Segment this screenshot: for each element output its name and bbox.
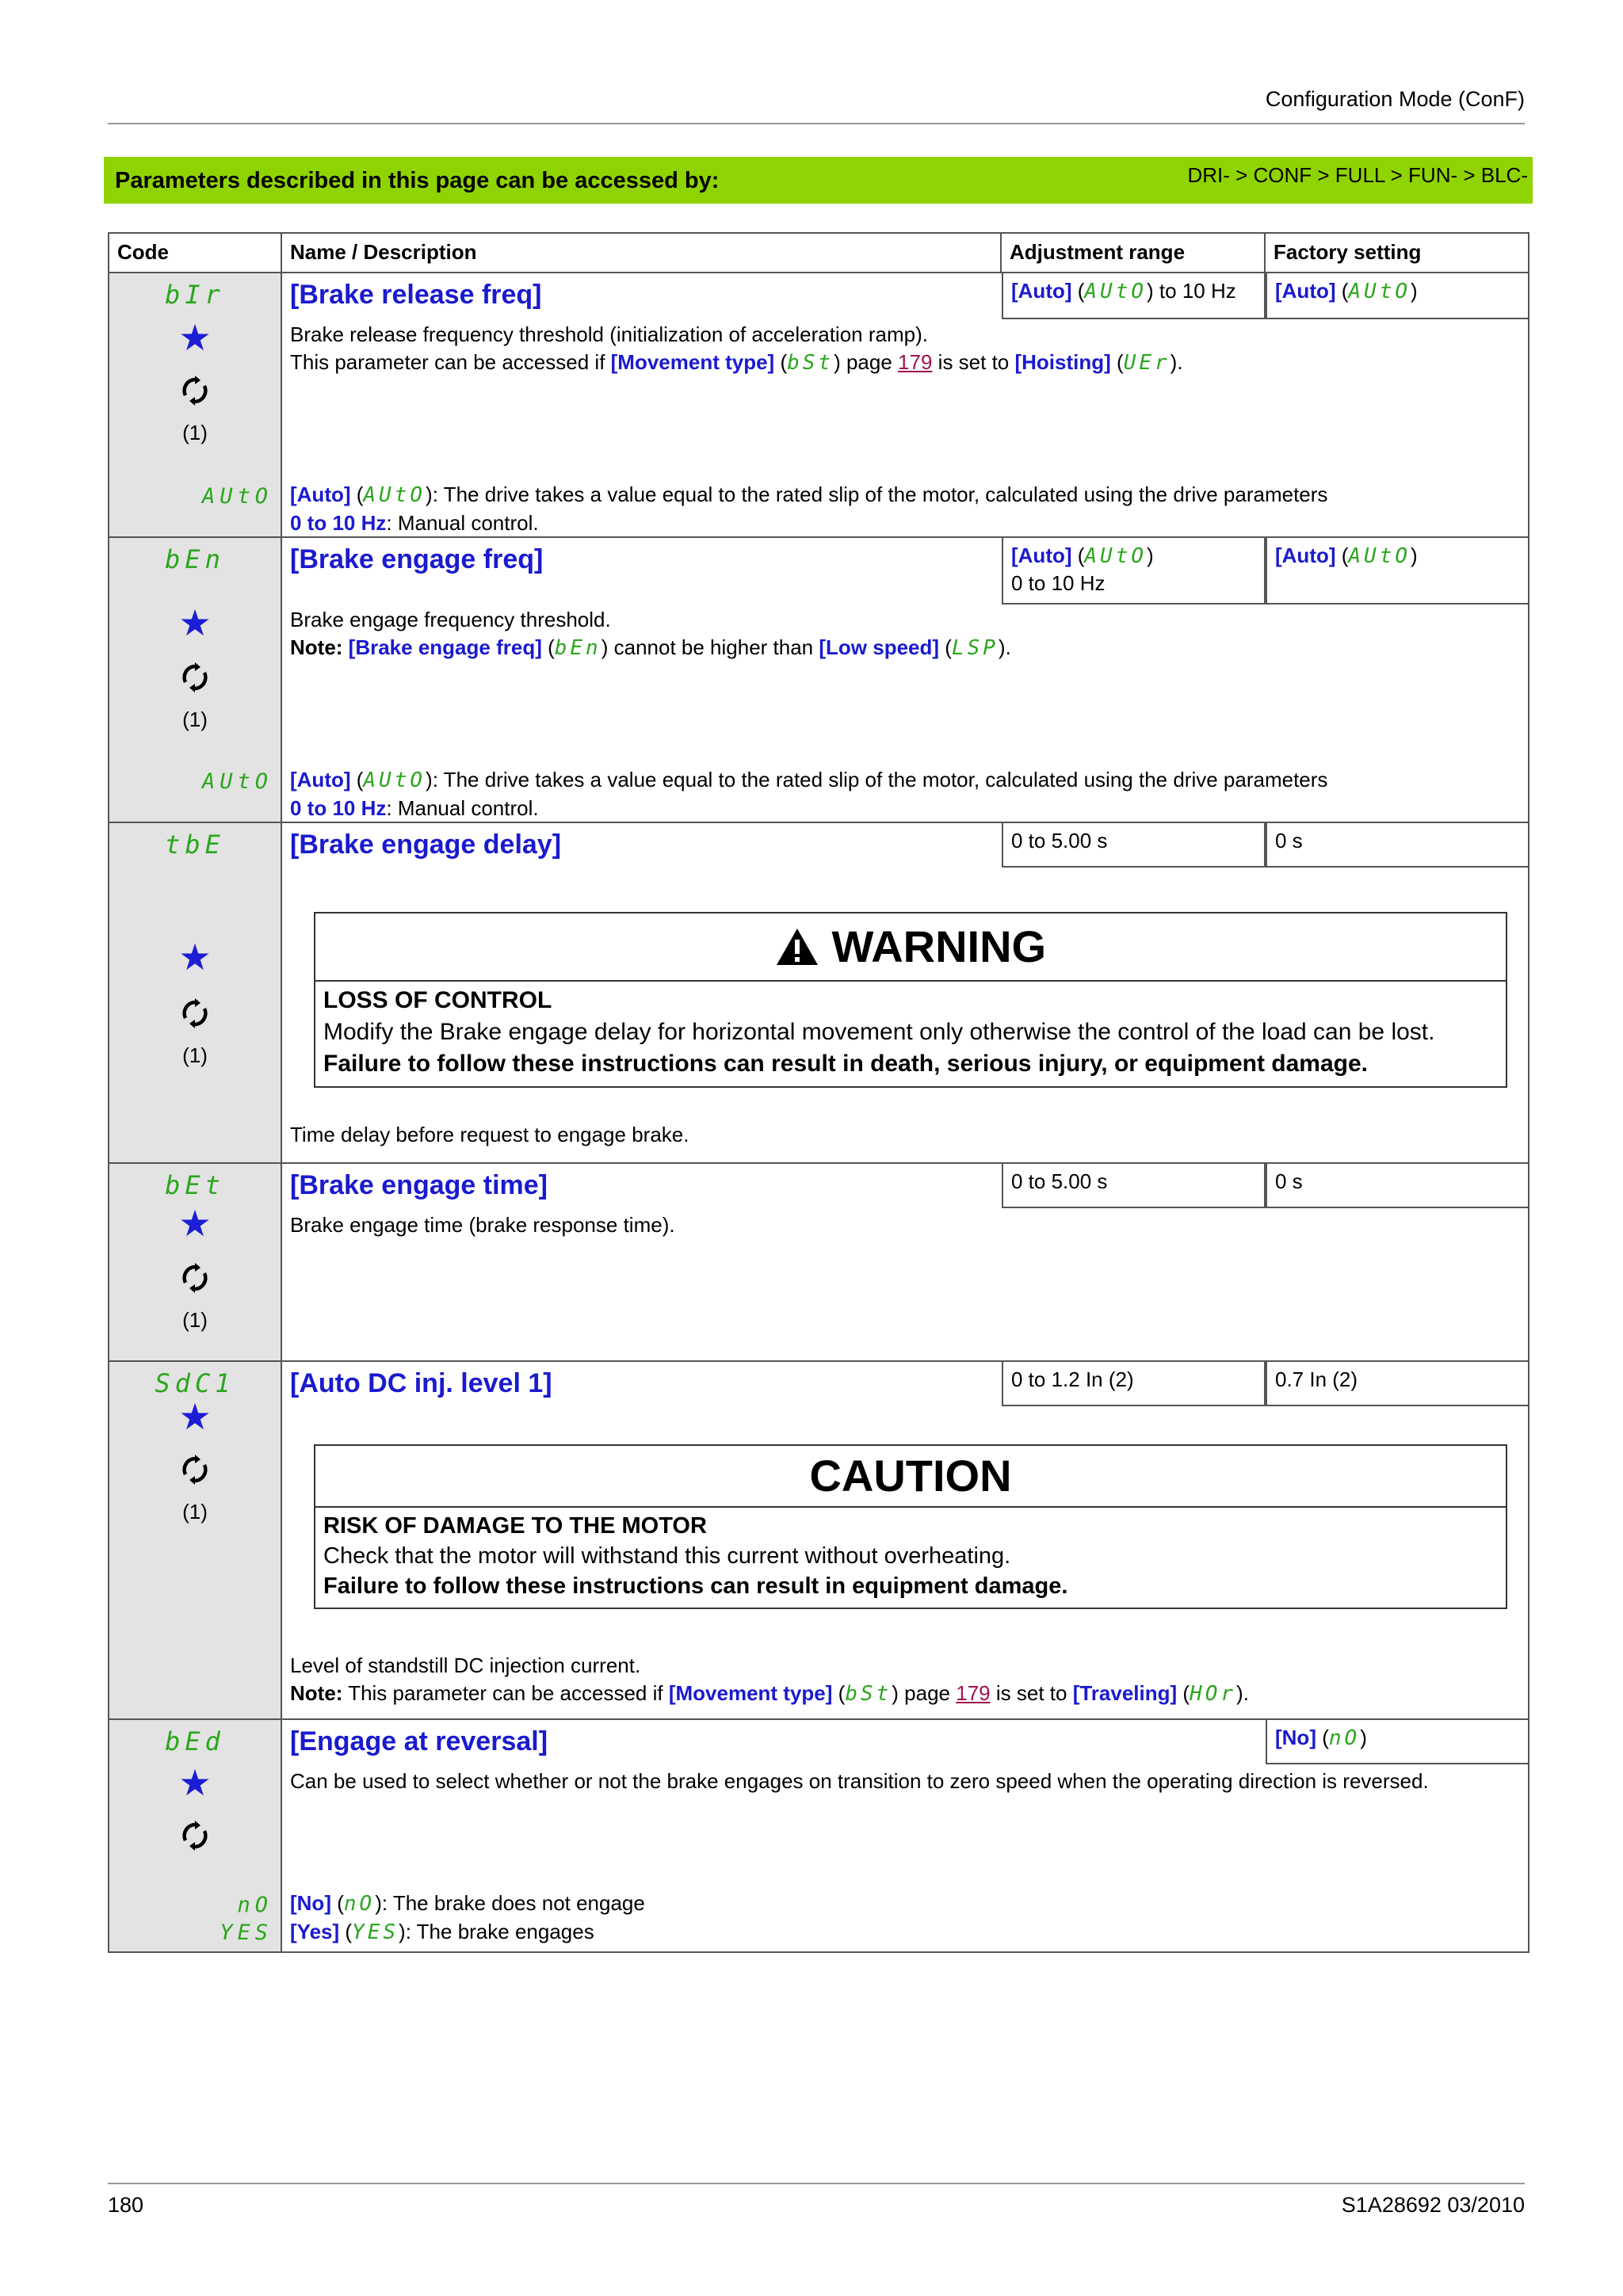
factory-cell: 0 s <box>1266 1164 1529 1208</box>
param-title: [Brake engage time] <box>290 1170 548 1200</box>
star-icon: ★ <box>178 317 212 358</box>
value-code: YES <box>220 1920 273 1945</box>
cycle-icon <box>179 375 211 406</box>
code-cell <box>109 537 281 822</box>
page-link[interactable]: 179 <box>898 350 933 374</box>
star-icon: ★ <box>178 1203 212 1244</box>
code-cell <box>109 822 281 1163</box>
param-cell <box>281 273 1529 537</box>
caution-consequence: Failure to follow these instructions can result in equipment damage. <box>323 1573 1068 1599</box>
footer-rule <box>108 2183 1525 2184</box>
code-cell <box>109 273 281 537</box>
col-range: Adjustment range <box>1001 233 1265 273</box>
note-ref: (1) <box>182 707 208 731</box>
page-link[interactable]: 179 <box>956 1681 991 1705</box>
caution-text: Check that the motor will withstand this current without overheating. <box>323 1543 1011 1569</box>
param-code: bEn <box>165 544 225 574</box>
warning-heading: WARNING <box>315 913 1506 982</box>
page-number: 180 <box>108 2193 144 2217</box>
param-title: [Brake engage delay] <box>290 830 562 860</box>
table-row <box>109 273 1529 537</box>
param-description: Level of standstill DC injection current. Note: This parameter can be accessed if [Movement type] (bSt) page 179 is set to [Traveling] (HOr). <box>290 1653 1249 1706</box>
caution-hazard: RISK OF DAMAGE TO THE MOTOR <box>323 1513 707 1539</box>
access-banner <box>104 157 1533 204</box>
param-description: Brake engage frequency threshold. Note: [Brake engage freq] (bEn) cannot be higher than [Low speed] (LSP). <box>290 608 1011 660</box>
note-ref: (1) <box>182 1043 208 1067</box>
table-row <box>109 822 1529 1163</box>
param-title: [Brake release freq] <box>290 280 542 310</box>
warning-triangle-icon <box>775 927 819 967</box>
warning-box <box>314 912 1507 1088</box>
param-description: Time delay before request to engage brake. <box>290 1123 689 1146</box>
menu-path: DRI- > CONF > FULL > FUN- > BLC- <box>1187 163 1528 187</box>
code-cell <box>109 1719 281 1952</box>
param-title: [Auto DC inj. level 1] <box>290 1368 552 1398</box>
range-cell: [Auto] (AUtO) 0 to 10 Hz <box>1002 538 1266 605</box>
factory-cell: [Auto] (AUtO) <box>1266 538 1529 605</box>
star-icon: ★ <box>178 936 212 978</box>
col-code: Code <box>109 233 281 273</box>
range-cell: 0 to 5.00 s <box>1002 1164 1266 1208</box>
value-description: [No] (nO): The brake does not engage [Yes] (YES): The brake engages <box>290 1891 645 1944</box>
param-code: SdC1 <box>155 1368 235 1398</box>
factory-cell: [No] (nO) <box>1266 1720 1529 1764</box>
header-rule <box>108 123 1525 124</box>
document-id: S1A28692 03/2010 <box>1341 2193 1525 2217</box>
table-row <box>109 537 1529 822</box>
code-cell <box>109 1361 281 1719</box>
star-icon: ★ <box>178 1396 212 1437</box>
param-cell <box>281 1163 1529 1361</box>
param-description: Brake release frequency threshold (initialization of acceleration ramp). This parameter can be accessed if [Movement type] (bSt) page 179 is set to [Hoisting] (UEr). <box>290 322 1183 375</box>
cycle-icon <box>179 662 211 693</box>
cycle-icon <box>179 1454 211 1486</box>
caution-box <box>314 1444 1507 1609</box>
star-icon: ★ <box>178 602 212 643</box>
value-code: AUtO <box>201 484 273 509</box>
table-header-row <box>109 233 1529 273</box>
note-ref: (1) <box>182 1500 208 1524</box>
star-icon: ★ <box>178 1762 212 1803</box>
parameter-table <box>108 232 1529 1953</box>
factory-cell: 0.7 In (2) <box>1266 1362 1529 1406</box>
caution-heading: CAUTION <box>315 1446 1506 1508</box>
value-description: [Auto] (AUtO): The drive takes a value equal to the rated slip of the motor, calculated using the drive parameters 0 to 10 Hz: Manual control. <box>290 482 1328 535</box>
cycle-icon <box>179 1262 211 1294</box>
param-description: Brake engage time (brake response time). <box>290 1213 675 1237</box>
param-description: Can be used to select whether or not the brake engages on transition to zero speed when the operating direction is reversed. <box>290 1769 1429 1793</box>
factory-cell: 0 s <box>1266 823 1529 868</box>
warning-text: Modify the Brake engage delay for horizontal movement only otherwise the control of the load can be lost. <box>323 1019 1435 1045</box>
value-description: [Auto] (AUtO): The drive takes a value equal to the rated slip of the motor, calculated using the drive parameters 0 to 10 Hz: Manual control. <box>290 768 1328 820</box>
table-row <box>109 1361 1529 1719</box>
range-cell: 0 to 5.00 s <box>1002 823 1266 868</box>
cycle-icon <box>179 997 211 1029</box>
param-title: [Engage at reversal] <box>290 1726 548 1756</box>
col-name: Name / Description <box>281 233 1001 273</box>
col-factory: Factory setting <box>1265 233 1529 273</box>
note-ref: (1) <box>182 1308 208 1332</box>
range-cell: 0 to 1.2 In (2) <box>1002 1362 1266 1406</box>
table-row <box>109 1719 1529 1952</box>
param-cell <box>281 537 1529 822</box>
param-code: tbE <box>165 830 225 860</box>
section-title: Configuration Mode (ConF) <box>1265 87 1525 111</box>
warning-consequence: Failure to follow these instructions can result in death, serious injury, or equipment damage. <box>323 1051 1369 1077</box>
range-cell: [Auto] (AUtO) to 10 Hz <box>1002 273 1266 319</box>
param-code: bEd <box>165 1726 225 1756</box>
param-code: bIr <box>165 280 225 310</box>
param-cell <box>281 1719 1529 1952</box>
banner-label: Parameters described in this page can be accessed by: <box>115 168 720 193</box>
cycle-icon <box>179 1820 211 1852</box>
param-code: bEt <box>165 1170 225 1200</box>
value-code: nO <box>237 1893 273 1917</box>
param-title: [Brake engage freq] <box>290 544 544 574</box>
factory-cell: [Auto] (AUtO) <box>1266 273 1529 319</box>
value-code: AUtO <box>201 769 273 794</box>
note-ref: (1) <box>182 421 208 444</box>
param-cell <box>281 1361 1529 1719</box>
table-row <box>109 1163 1529 1361</box>
param-cell <box>281 822 1529 1163</box>
code-cell <box>109 1163 281 1361</box>
warning-hazard: LOSS OF CONTROL <box>323 987 552 1013</box>
